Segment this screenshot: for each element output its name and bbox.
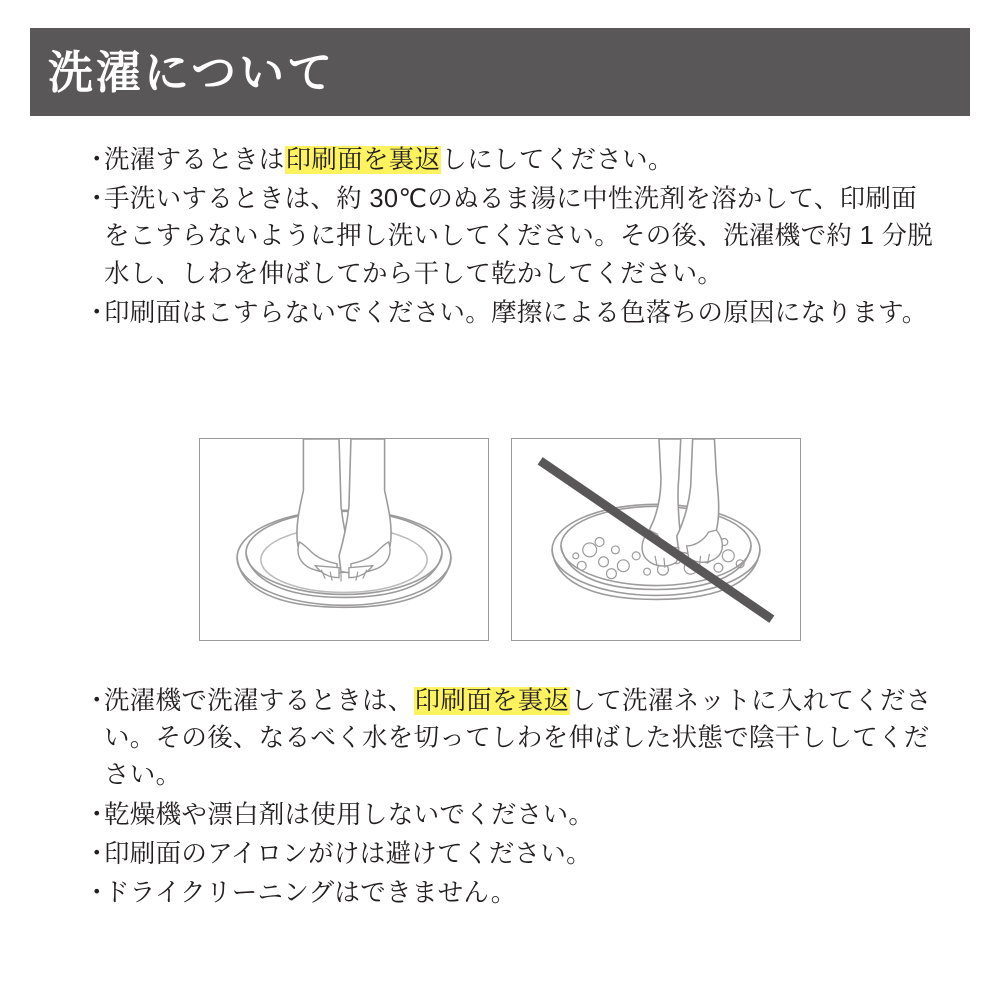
- note-text-part: 洗濯するときは: [104, 146, 285, 174]
- note-line: [84, 683, 934, 795]
- note-line: [84, 295, 934, 332]
- bullet-mark: ・: [84, 146, 110, 174]
- illustration-row: [199, 438, 801, 641]
- scrubbing-in-basin-illustration: [511, 438, 801, 641]
- note-text: 乾燥機や漂白剤は使用しないでください。: [104, 800, 595, 829]
- note-text-part: 洗濯機で洗濯するときは、: [104, 687, 414, 715]
- note-text-highlighted: 印刷面を裏返: [414, 687, 570, 715]
- note-text: [104, 683, 934, 795]
- note-text: 印刷面はこすらないでください。摩擦による色落ちの原因になります。: [104, 298, 928, 327]
- note-line: [84, 142, 934, 179]
- bullet-mark: ・: [84, 298, 110, 327]
- bottom-notes-block: [84, 683, 934, 914]
- bullet-mark: ・: [84, 800, 110, 829]
- note-line: [84, 181, 934, 293]
- note-text-part: して洗濯ネットに入れてください。その後、なるべく水を切ってしわを伸ばした状態で陰干ししてください。: [104, 687, 932, 790]
- note-text-highlighted: 印刷面を裏返: [285, 146, 441, 174]
- note-line: [84, 836, 934, 873]
- note-text: 手洗いするときは、約 30℃のぬるま湯に中性洗剤を溶かして、印刷面をこすらないように押し洗いしてください。その後、洗濯機で約 1 分脱水し、しわを伸ばしてから干して乾かしてください。: [104, 185, 934, 288]
- note-text-part: しにしてください。: [441, 146, 674, 174]
- bullet-mark: ・: [84, 879, 110, 908]
- page-header-bar: [30, 28, 970, 116]
- bullet-mark: ・: [84, 687, 110, 715]
- note-line: [84, 797, 934, 834]
- page-title: 洗濯について: [48, 46, 336, 98]
- note-text: ドライクリーニングはできません。: [104, 879, 517, 908]
- note-line: [84, 875, 934, 912]
- hand-washing-in-basin-illustration: [199, 438, 489, 641]
- bullet-mark: ・: [84, 839, 110, 868]
- note-text: [104, 142, 934, 179]
- bullet-mark: ・: [84, 185, 110, 214]
- note-text: 印刷面のアイロンがけは避けてください。: [104, 839, 592, 868]
- top-notes-block: [84, 142, 934, 334]
